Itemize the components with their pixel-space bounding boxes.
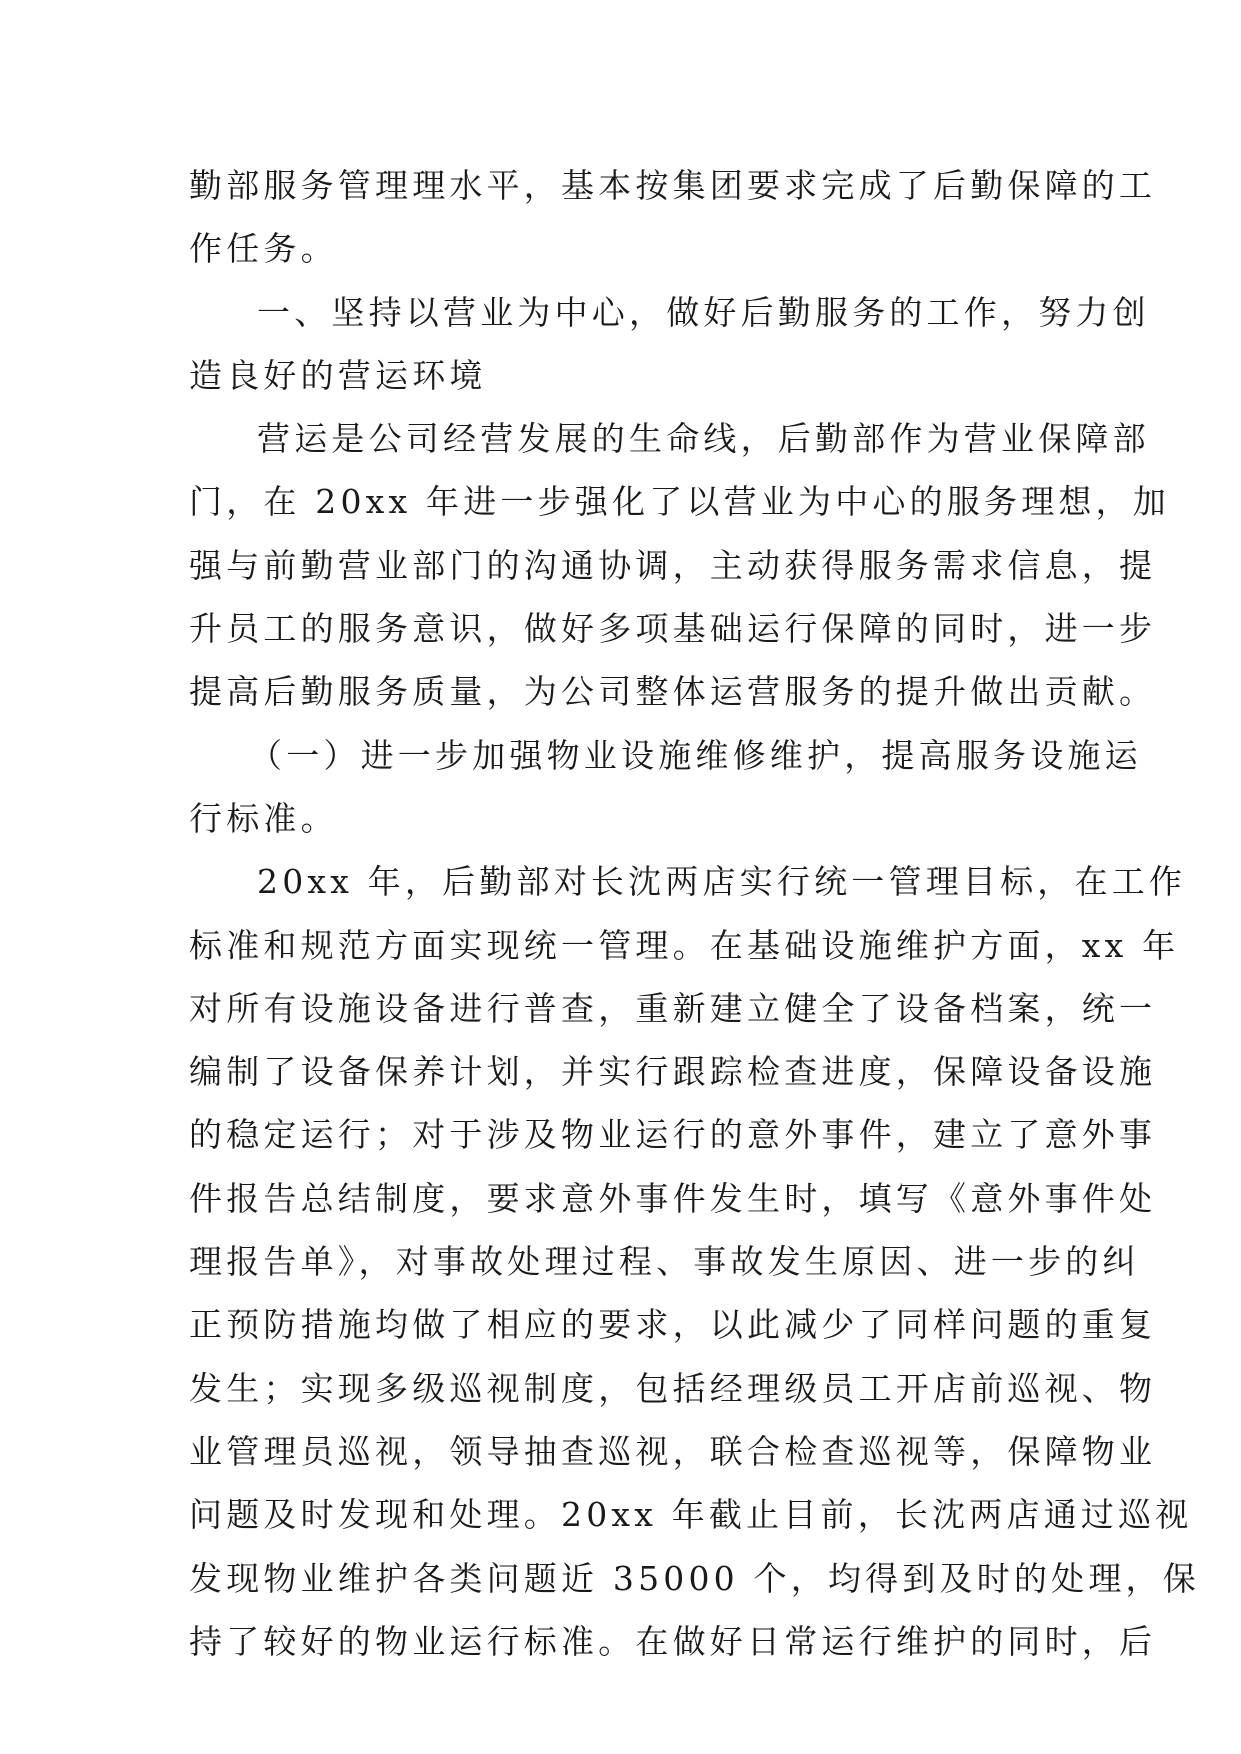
text-line: 编制了设备保养计划，并实行跟踪检查进度，保障设备设施 <box>189 1052 1157 1092</box>
text-line: 的稳定运行；对于涉及物业运行的意外事件，建立了意外事 <box>189 1115 1157 1155</box>
text-line: 业管理员巡视，领导抽查巡视，联合检查巡视等，保障物业 <box>189 1431 1157 1471</box>
text-line: 作任务。 <box>189 229 338 269</box>
text-line: 正预防措施均做了相应的要求，以此减少了同样问题的重复 <box>189 1305 1157 1345</box>
text-line: 升员工的服务意识，做好多项基础运行保障的同时，进一步 <box>189 609 1157 649</box>
text-line: 提高后勤服务质量，为公司整体运营服务的提升做出贡献。 <box>189 672 1157 712</box>
section-heading-continued: 造良好的营运环境 <box>189 355 487 395</box>
text-line: 发生；实现多级巡视制度，包括经理级员工开店前巡视、物 <box>189 1368 1157 1408</box>
section-heading: 一、坚持以营业为中心，做好后勤服务的工作，努力创 <box>257 292 1150 332</box>
text-line: 勤部服务管理理水平，基本按集团要求完成了后勤保障的工 <box>189 166 1157 205</box>
paragraph-start: 20xx 年，后勤部对长沈两店实行统一管理目标，在工作 <box>257 862 1187 902</box>
text-line: 问题及时发现和处理。20xx 年截止目前，长沈两店通过巡视 <box>189 1495 1193 1535</box>
text-line: 发现物业维护各类问题近 35000 个，均得到及时的处理，保 <box>189 1558 1200 1598</box>
text-line: 标准和规范方面实现统一管理。在基础设施维护方面，xx 年 <box>189 925 1180 965</box>
text-line: 件报告总结制度，要求意外事件发生时，填写《意外事件处 <box>189 1178 1157 1218</box>
document-body <box>189 154 1200 1673</box>
subsection-heading-continued: 行标准。 <box>189 798 338 838</box>
subsection-heading: （一）进一步加强物业设施维修维护，提高服务设施运 <box>249 735 1142 775</box>
text-line: 对所有设施设备进行普查，重新建立健全了设备档案，统一 <box>189 988 1157 1028</box>
paragraph-start: 营运是公司经营发展的生命线，后勤部作为营业保障部 <box>257 419 1150 459</box>
text-line: 持了较好的物业运行标准。在做好日常运行维护的同时，后 <box>189 1621 1157 1661</box>
text-line: 强与前勤营业部门的沟通协调，主动获得服务需求信息，提 <box>189 545 1157 585</box>
text-line: 理报告单》，对事故处理过程、事故发生原因、进一步的纠 <box>189 1242 1140 1282</box>
text-line: 门，在 20xx 年进一步强化了以营业为中心的服务理想，加 <box>189 482 1170 522</box>
